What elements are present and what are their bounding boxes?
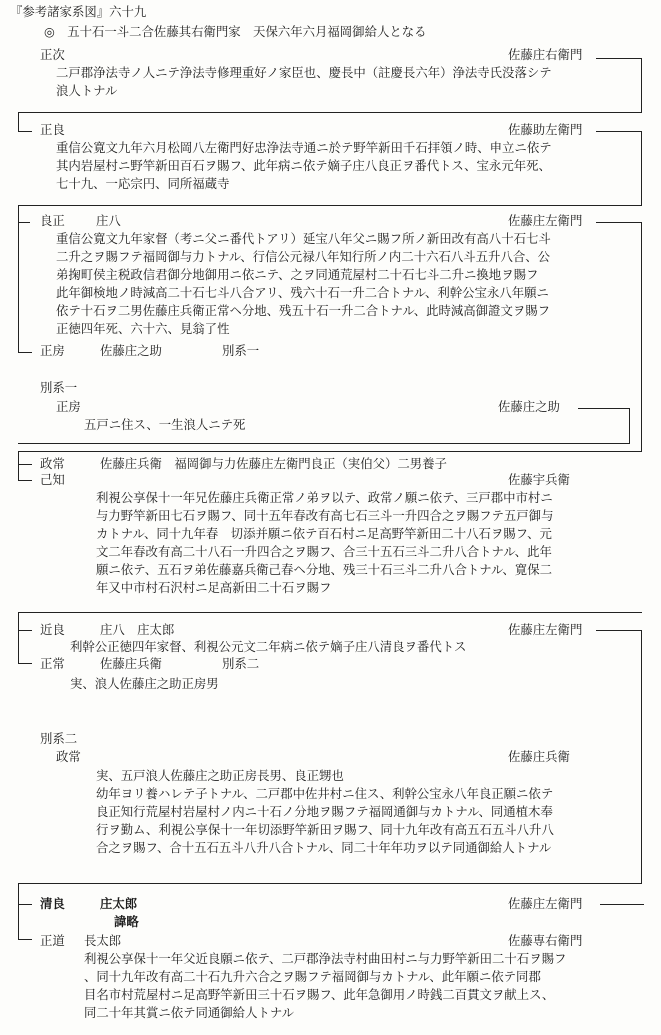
- gen5-line-1: 利幹公正徳四年家督、利視公元文二年病ニ依テ嫡子庄八清良ヲ番代トス: [70, 639, 467, 654]
- gen2-line-1: 重信公寛文九年六月松岡八左衛門好忠浄法寺通ニ於テ野竿新田千石拝領ノ時、申立ニ依テ: [56, 140, 552, 155]
- gen4a-info: 佐藤庄兵衛 福岡御与力佐藤庄左衛門良正（実伯父）二男養子: [100, 456, 447, 471]
- connector-gen3-vertical: [641, 222, 642, 452]
- branch2-line-2: 幼年ヨリ養ハレテ子トナル、二戸郡中佐井村ニ住ス、利幹公宝永八年良正願ニ依テ: [96, 786, 554, 801]
- gen5-title: 佐藤庄左衛門: [508, 622, 583, 637]
- branch1-title: 佐藤庄之助: [498, 399, 560, 414]
- gen3-line-6: 正徳四年死、六十六、見翁了性: [56, 321, 230, 336]
- connector-gen2-vertical: [641, 131, 642, 206]
- connector-gen2-stub: [18, 131, 32, 132]
- branch2-label: 別系二: [40, 731, 78, 746]
- gen4a-name: 政常: [40, 456, 65, 471]
- connector-gen6-stub: [18, 904, 32, 905]
- branch1-line-1: 五戸ニ住ス、一生浪人ニテ死: [84, 417, 246, 432]
- connector-gen2-left: [18, 112, 19, 132]
- gen7-line-3: 目名市村荒屋村ニ足高野竿新田三十石ヲ賜フ、此年急御用ノ時銭二百貫文ヲ献上ス、: [84, 987, 555, 1002]
- branch1-head-holder: 佐藤庄之助: [100, 343, 162, 358]
- gen3-line-2: 二升之ヲ賜フテ福岡御与力トナル、行信公元禄八年知行所ノ内二十六石八斗五升八合、公: [56, 249, 551, 264]
- gen5-alias: 庄八 庄太郎: [100, 622, 175, 637]
- gen3-name: 良正: [40, 213, 65, 228]
- gen7-name: 正道: [40, 933, 65, 948]
- gen7-title: 佐藤専右衛門: [508, 933, 583, 948]
- page-title: 『参考諸家系図』六十九: [10, 4, 147, 19]
- branch1-label: 別系一: [40, 380, 78, 395]
- branch2-head-holder: 佐藤庄兵衛: [100, 656, 162, 671]
- gen3-line-3: 弟掬町侯主税政信君御分地御用ニ依ニテ、之ヲ同通荒屋村二十石七斗二升ニ換地ヲ賜フ: [56, 267, 539, 282]
- gen4b-line-1: 利視公享保十一年兄佐藤庄兵衛正常ノ弟ヲ以テ、政常ノ願ニ依テ、三戸郡中市村ニ: [96, 490, 553, 505]
- gen7-line-2: 、同十九年改有高二十石九升六合之ヲ賜フテ福岡御与カトナル、此年願ニ依テ同郡: [84, 969, 541, 984]
- family-subtitle: ◎ 五十石一斗二合佐藤其右衛門家 天保六年六月福岡御給人となる: [44, 24, 427, 39]
- gen6-alias: 庄太郎: [100, 896, 138, 911]
- gen6-note: 諱略: [114, 914, 139, 929]
- connector-gen6-right: [600, 904, 644, 905]
- gen2-title: 佐藤助左衛門: [508, 122, 583, 137]
- gen4b-line-2: 与力野竿新田七石ヲ賜フ、同十五年春改有高七石三斗一升四合之ヲ賜フテ五戸御与: [96, 508, 554, 523]
- gen3-title: 佐藤庄左衛門: [508, 213, 583, 228]
- connector-gen5-vertical: [641, 630, 642, 884]
- gen7-alias: 長太郎: [84, 933, 122, 948]
- gen1-title: 佐藤庄右衛門: [508, 47, 583, 62]
- gen4b-line-6: 年又中市村石沢村ニ足高新田二十石ヲ賜フ: [96, 580, 332, 595]
- connector-gen2-right: [596, 131, 642, 132]
- gen2-name: 正良: [40, 122, 65, 137]
- connector-gen4b-stub: [18, 480, 32, 481]
- gen6-title: 佐藤庄左衛門: [508, 896, 583, 911]
- gen1-line-1: 二戸郡浄法寺ノ人ニテ浄法寺修理重好ノ家臣也、慶長中（註慶長六年）浄法寺氏没落シテ: [56, 65, 552, 80]
- connector-gen3-bottom: [18, 451, 642, 452]
- gen1-name: 正次: [40, 47, 65, 62]
- branch2-line-1: 実、五戸浪人佐藤庄之助正房長男、良正甥也: [96, 768, 344, 783]
- connector-gen5-right: [596, 630, 642, 631]
- connector-gen1-vertical: [641, 58, 642, 113]
- connector-gen5-top: [18, 612, 642, 613]
- branch2-head-line: 実、浪人佐藤庄之助正房男: [70, 676, 219, 691]
- connector-gen6-left: [18, 883, 19, 939]
- connector-branch1-vertical: [629, 408, 630, 444]
- connector-branch1-bottom: [18, 443, 630, 444]
- branch1-head-note: 別系一: [222, 343, 260, 358]
- connector-gen5-stub: [18, 630, 32, 631]
- branch1-name: 正房: [56, 399, 81, 414]
- gen4b-line-3: カトナル、同十九年春 切添并願ニ依テ百石村ニ足高野竿新田二十八石ヲ賜フ、元: [96, 526, 552, 541]
- connector-gen7-stub: [18, 939, 32, 940]
- gen7-line-1: 利視公享保十一年父近良願ニ依テ、二戸郡浄法寺村曲田村ニ与力野竿新田二十石ヲ賜フ: [84, 951, 567, 966]
- gen2-line-2: 其内岩屋村ニ野竿新田百石ヲ賜フ、此年病ニ依テ嫡子庄八良正ヲ番代トス、宝永元年死、: [56, 158, 551, 173]
- branch2-line-5: 合之ヲ賜フ、合十五石五斗八升八合トナル、同二十年年功ヲ以テ同通御給人トナル: [96, 840, 552, 855]
- connector-gen5-left: [18, 612, 19, 664]
- gen7-line-4: 同二十年其賞ニ依テ同通御給人トナル: [84, 1005, 295, 1020]
- connector-branch1-stub: [18, 352, 32, 353]
- connector-gen1-right: [596, 58, 642, 59]
- gen3-line-5: 依テ十石ヲ二男佐藤庄兵衛正常ヘ分地、残五十石一升二合トナル、此時減高御證文ヲ賜フ: [56, 303, 551, 318]
- branch2-head-name: 正常: [40, 656, 65, 671]
- gen1-line-2: 浪人トナル: [56, 83, 118, 98]
- connector-gen4-left: [18, 451, 19, 481]
- gen3-line-4: 此年御検地ノ時減高二十石七斗八合アリ、残六十石一升二合トナル、利幹公宝永八年願ニ: [56, 285, 549, 300]
- branch1-head-name: 正房: [40, 343, 65, 358]
- branch2-title: 佐藤庄兵衛: [508, 749, 570, 764]
- connector-gen1-bottom: [18, 112, 642, 113]
- gen3-alias: 庄八: [96, 213, 121, 228]
- connector-branch2head-stub: [18, 663, 32, 664]
- gen4b-title: 佐藤宇兵衛: [508, 472, 570, 487]
- connector-branch1-right: [578, 408, 630, 409]
- gen3-line-1: 重信公寛文九年家督（考ニ父ニ番代トアリ）延宝八年父ニ賜フ所ノ新田改有高八十石七斗: [56, 231, 551, 246]
- gen2-line-3: 七十九、一応宗円、同所福蔵寺: [56, 176, 230, 191]
- branch2-head-note: 別系二: [222, 656, 260, 671]
- branch2-line-3: 良正知行荒屋村岩屋村ノ内ニ十石ノ分地ヲ賜フテ福岡通御与カトナル、同通植木奉: [96, 804, 553, 819]
- gen5-name: 近良: [40, 622, 65, 637]
- connector-gen2-bottom: [18, 205, 642, 206]
- connector-gen3-stub: [18, 222, 30, 223]
- connector-gen4a-stub: [18, 464, 32, 465]
- gen4b-name: 己知: [40, 472, 65, 487]
- connector-gen5-bottom: [18, 883, 642, 884]
- branch2-name: 政常: [56, 749, 81, 764]
- branch2-line-4: 行ヲ勤ム、利視公享保十一年切添野竿新田ヲ賜フ、同十九年改有高五石五斗八升八: [96, 822, 554, 837]
- connector-gen3-left: [18, 205, 19, 353]
- gen6-name: 清良: [40, 896, 65, 911]
- gen4b-line-4: 文二年春改有高二十八石一升四合之ヲ賜フ、合三十五石三斗二升八合トナル、此年: [96, 544, 552, 559]
- connector-gen3-right: [596, 222, 642, 223]
- gen4b-line-5: 願ニ依テ、五石ヲ弟佐藤嘉兵衛己春ヘ分地、残三十石三斗二升八合トナル、寛保二: [96, 562, 552, 577]
